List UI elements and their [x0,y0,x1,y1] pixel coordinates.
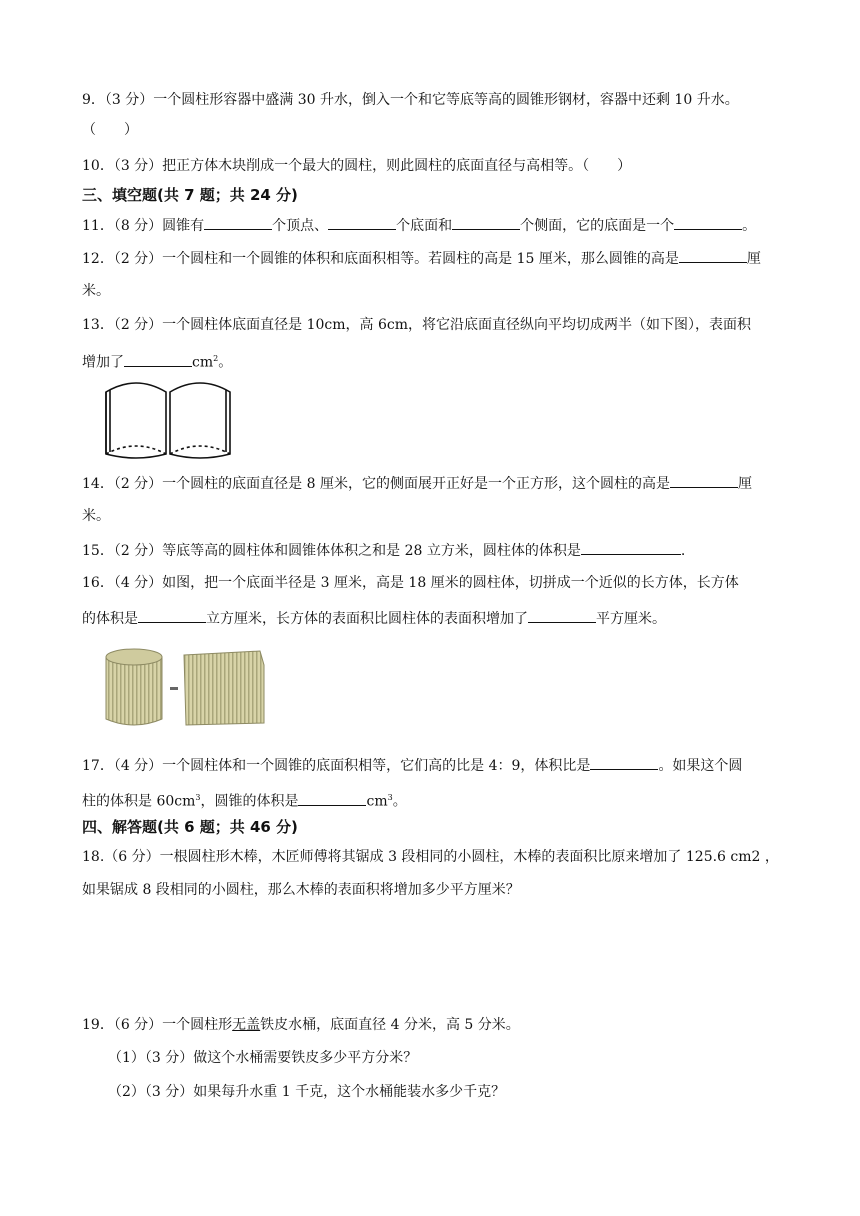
answer-blank[interactable] [298,790,366,806]
answer-blank[interactable] [581,539,681,555]
question-16-cont: 的体积是 立方厘米，长方体的表面积比圆柱体的表面积增加了 平方厘米。 [82,607,666,629]
answer-blank[interactable] [204,214,272,230]
question-14: 14．（2 分）一个圆柱的底面直径是 8 厘米，它的侧面展开正好是一个正方形，这个圆柱的高是 厘 [82,472,752,494]
cylinder-to-cuboid-figure [100,645,270,729]
question-19-part-1: （1）（3 分）做这个水桶需要铁皮多少平方分米？ [108,1050,418,1066]
question-17-cont: 柱的体积是 $60cm^3$，圆锥的体积是 $cm^3$。 [82,788,407,812]
question-17: 17．（4 分）一个圆柱体和一个圆锥的底面积相等，它们高的比是 4：9，体积比是 。如果这个圆 [82,754,742,776]
section-4-heading: 四、解答题(共 6 题；共 46 分) [82,818,298,836]
question-19: 19．（6 分）一个圆柱形无盖铁皮水桶，底面直径 4 分米，高 5 分米。 [82,1017,520,1033]
answer-blank[interactable] [138,607,206,623]
question-10: 10．（3 分）把正方体木块削成一个最大的圆柱，则此圆柱的底面直径与高相等。（ ） [82,158,632,174]
answer-blank[interactable] [328,214,396,230]
question-11: 11．（8 分）圆锥有 个顶点、 个底面和 个侧面，它的底面是一个 。 [82,214,756,236]
answer-blank[interactable] [679,247,747,263]
question-12-cont: 米。 [82,283,110,299]
section-3-heading: 三、填空题(共 7 题；共 24 分) [82,186,298,204]
question-14-cont: 米。 [82,508,110,524]
question-9-answer-paren[interactable]: （ ） [82,122,138,138]
answer-blank[interactable] [590,754,658,770]
question-13: 13．（2 分）一个圆柱体底面直径是 10cm，高 6cm，将它沿底面直径纵向平均切成两半（如下图），表面积 [82,317,752,333]
question-18-cont: 如果锯成 8 段相同的小圆柱，那么木棒的表面积将增加多少平方厘米？ [82,882,520,898]
answer-blank[interactable] [674,214,742,230]
answer-blank[interactable] [452,214,520,230]
question-15: 15．（2 分）等底等高的圆柱体和圆锥体体积之和是 28 立方米，圆柱体的体积是 . [82,539,685,561]
answer-blank[interactable] [670,472,738,488]
question-9: 9．（3 分）一个圆柱形容器中盛满 30 升水，倒入一个和它等底等高的圆锥形钢材，容器中还剩 10 升水。 [82,92,739,108]
cut-cylinder-figure [100,378,236,460]
question-19-part-2: （2）（3 分）如果每升水重 1 千克，这个水桶能装水多少千克？ [108,1084,506,1100]
answer-blank[interactable] [124,351,192,367]
answer-blank[interactable] [528,607,596,623]
question-12: 12．（2 分）一个圆柱和一个圆锥的体积和底面积相等。若圆柱的高是 15 厘米，那么圆锥的高是 厘 [82,247,761,269]
question-16: 16．（4 分）如图，把一个底面半径是 3 厘米，高是 18 厘米的圆柱体，切拼成一个近似的长方体，长方体 [82,575,739,591]
question-13-cont: 增加了 $cm^2$。 [82,349,232,373]
question-18: 18.（6 分）一根圆柱形木棒，木匠师傅将其锯成 3 段相同的小圆柱，木棒的表面积比原来增加了 125.6 cm2 ， [82,849,779,865]
